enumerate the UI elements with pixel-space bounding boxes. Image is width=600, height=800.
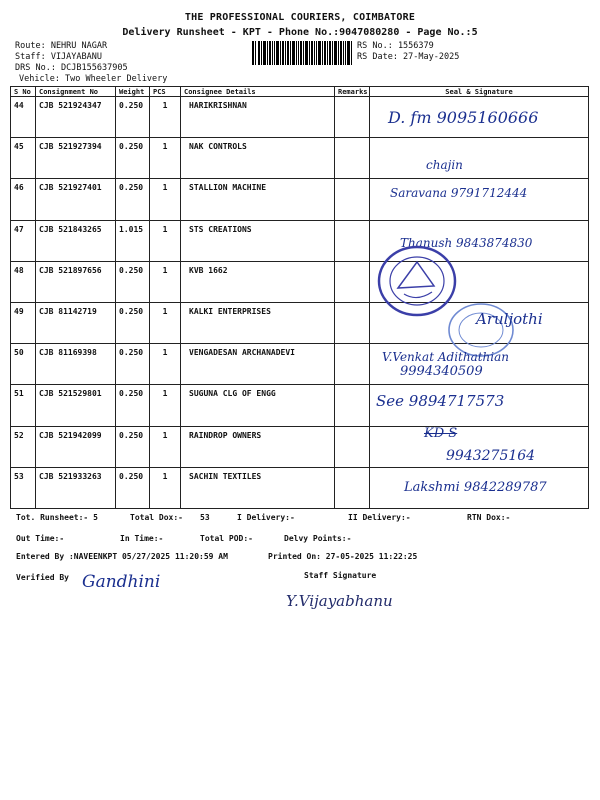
staff-signature: Y.Vijayabhanu xyxy=(286,592,393,610)
row-remarks xyxy=(335,220,370,261)
row-sno: 53 xyxy=(11,467,36,508)
row-pcs: 1 xyxy=(150,138,181,179)
out-time-label: Out Time:- xyxy=(16,534,65,543)
row-consignee: KALKI ENTERPRISES xyxy=(181,302,335,343)
row-remarks xyxy=(335,179,370,220)
rtn-dox-label: RTN Dox:- xyxy=(467,513,511,522)
row-sno: 46 xyxy=(11,179,36,220)
row-weight: 0.250 xyxy=(116,179,150,220)
row-consignee: STALLION MACHINE xyxy=(181,179,335,220)
column-header-weight: Weight xyxy=(116,87,150,97)
row-remarks xyxy=(335,302,370,343)
handwritten-phone-52: 9943275164 xyxy=(446,448,536,464)
row-weight: 0.250 xyxy=(116,302,150,343)
row-consignment: CJB 81142719 xyxy=(36,302,116,343)
column-header-sno: S No xyxy=(11,87,36,97)
barcode-icon xyxy=(252,41,352,65)
row-pcs: 1 xyxy=(150,179,181,220)
column-header-signature: Seal & Signature xyxy=(370,87,589,97)
in-time-label: In Time:- xyxy=(120,534,164,543)
row-consignee: RAINDROP OWNERS xyxy=(181,426,335,467)
row-consignment: CJB 521927401 xyxy=(36,179,116,220)
row-weight: 0.250 xyxy=(116,467,150,508)
company-title: THE PROFESSIONAL COURIERS, COIMBATORE xyxy=(184,12,416,23)
staff-signature-label: Staff Signature xyxy=(304,571,377,580)
table-header-row xyxy=(11,87,589,97)
handwritten-initials-52: KD S xyxy=(424,426,458,441)
handwritten-phone-50: 9994340509 xyxy=(400,364,483,379)
row-weight: 0.250 xyxy=(116,97,150,138)
row-pcs: 1 xyxy=(150,302,181,343)
row-sno: 45 xyxy=(11,138,36,179)
staff-label: Staff: VIJAYABANU xyxy=(15,52,102,62)
row-pcs: 1 xyxy=(150,467,181,508)
row-weight: 0.250 xyxy=(116,138,150,179)
verified-by-label: Verified By xyxy=(16,573,69,582)
row-consignee: STS CREATIONS xyxy=(181,220,335,261)
row-consignee: SUGUNA CLG OF ENGG xyxy=(181,385,335,426)
handwritten-signature-44: D. fm 9095160666 xyxy=(388,108,539,127)
row-consignment: CJB 81169398 xyxy=(36,344,116,385)
column-header-remarks: Remarks xyxy=(335,87,370,97)
printed-on: Printed On: 27-05-2025 11:22:25 xyxy=(268,552,418,561)
rs-number: RS No.: 1556379 xyxy=(357,41,434,51)
row-consignment: CJB 521843265 xyxy=(36,220,116,261)
entered-by: Entered By :NAVEENKPT 05/27/2025 11:20:59 AM xyxy=(16,552,228,561)
row-remarks xyxy=(335,97,370,138)
handwritten-signature-51: See 9894717573 xyxy=(376,392,505,410)
row-consignee: VENGADESAN ARCHANADEVI xyxy=(181,344,335,385)
row-consignee: HARIKRISHNAN xyxy=(181,97,335,138)
row-signature xyxy=(370,138,589,179)
row-remarks xyxy=(335,138,370,179)
row-consignee: SACHIN TEXTILES xyxy=(181,467,335,508)
row-sno: 44 xyxy=(11,97,36,138)
row-sno: 47 xyxy=(11,220,36,261)
row-remarks xyxy=(335,261,370,302)
row-weight: 0.250 xyxy=(116,261,150,302)
delivery-points-label: Delvy Points:- xyxy=(284,534,352,543)
total-pod-label: Total POD:- xyxy=(200,534,253,543)
row-consignment: CJB 521897656 xyxy=(36,261,116,302)
handwritten-signature-45: chajin xyxy=(426,158,463,172)
i-delivery-label: I Delivery:- xyxy=(237,513,295,522)
vehicle-label: Vehicle: Two Wheeler Delivery xyxy=(19,74,168,84)
row-sno: 51 xyxy=(11,385,36,426)
column-header-consignment: Consignment No xyxy=(36,87,116,97)
row-consignment: CJB 521924347 xyxy=(36,97,116,138)
handwritten-name-50: V.Venkat Adithathian xyxy=(382,350,510,364)
row-pcs: 1 xyxy=(150,97,181,138)
column-header-consignee: Consignee Details xyxy=(181,87,335,97)
total-runsheet: Tot. Runsheet:- 5 xyxy=(16,513,98,522)
runsheet-table xyxy=(10,86,589,509)
table-row xyxy=(11,261,589,302)
row-remarks xyxy=(335,385,370,426)
ii-delivery-label: II Delivery:- xyxy=(348,513,411,522)
row-sno: 50 xyxy=(11,344,36,385)
row-consignee: KVB 1662 xyxy=(181,261,335,302)
column-header-pcs: PCS xyxy=(150,87,181,97)
route-label: Route: NEHRU NAGAR xyxy=(15,41,108,51)
handwritten-signature-46: Saravana 9791712444 xyxy=(390,186,528,200)
handwritten-signature-53: Lakshmi 9842289787 xyxy=(404,480,547,495)
row-weight: 0.250 xyxy=(116,385,150,426)
row-pcs: 1 xyxy=(150,426,181,467)
handwritten-signature-49: Aruljothi xyxy=(476,310,543,328)
total-dox-value: 53 xyxy=(200,513,210,522)
row-pcs: 1 xyxy=(150,220,181,261)
row-remarks xyxy=(335,467,370,508)
row-consignment: CJB 521942099 xyxy=(36,426,116,467)
row-pcs: 1 xyxy=(150,261,181,302)
table-row xyxy=(11,138,589,179)
row-consignment: CJB 521933263 xyxy=(36,467,116,508)
row-weight: 1.015 xyxy=(116,220,150,261)
total-dox-label: Total Dox:- xyxy=(130,513,183,522)
row-sno: 48 xyxy=(11,261,36,302)
row-sno: 52 xyxy=(11,426,36,467)
drs-number: DRS No.: DCJB155637905 xyxy=(15,63,128,73)
row-sno: 49 xyxy=(11,302,36,343)
rs-date: RS Date: 27-May-2025 xyxy=(357,52,460,62)
verifier-signature: Gandhini xyxy=(82,572,161,592)
row-pcs: 1 xyxy=(150,344,181,385)
row-remarks xyxy=(335,344,370,385)
handwritten-signature-47: Thanush 9843874830 xyxy=(400,236,533,250)
row-weight: 0.250 xyxy=(116,344,150,385)
row-weight: 0.250 xyxy=(116,426,150,467)
runsheet-subtitle: Delivery Runsheet - KPT - Phone No.:9047080280 - Page No.:5 xyxy=(122,27,478,38)
row-consignee: NAK CONTROLS xyxy=(181,138,335,179)
row-pcs: 1 xyxy=(150,385,181,426)
row-consignment: CJB 521529801 xyxy=(36,385,116,426)
row-remarks xyxy=(335,426,370,467)
row-consignment: CJB 521927394 xyxy=(36,138,116,179)
